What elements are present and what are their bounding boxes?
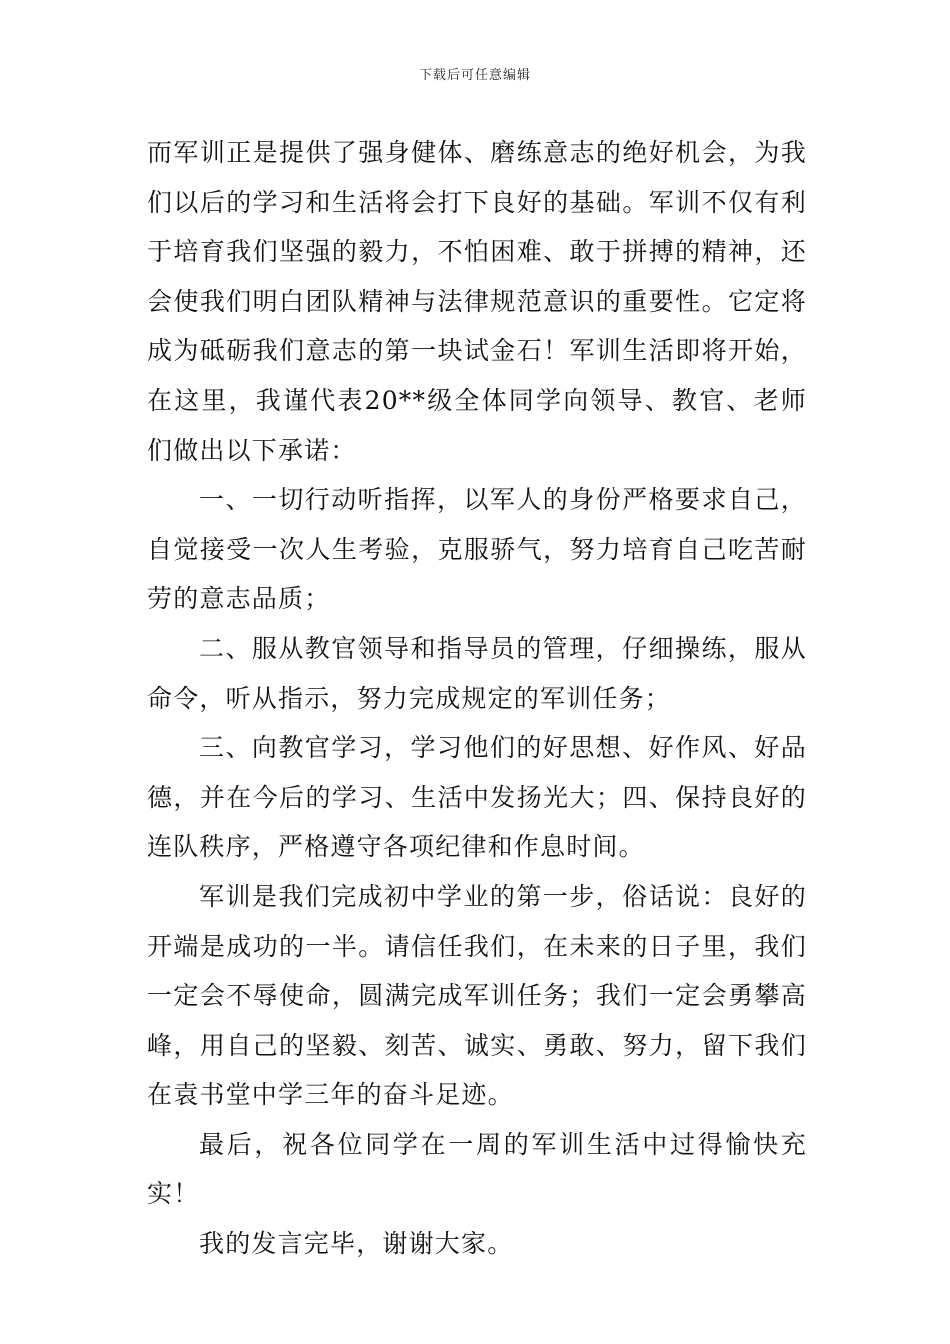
paragraph-wishes: 最后，祝各位同学在一周的军训生活中过得愉快充实！: [147, 1129, 807, 1209]
paragraph-first-step: 军训是我们完成初中学业的第一步，俗话说：良好的开端是成功的一半。请信任我们，在未来的日子里，我们一定会不辱使命，圆满完成军训任务；我们一定会勇攀高峰，用自己的坚毅、刻苦、诚实、勇敢、努力，留下我们在袁书堂中学三年的奋斗足迹。: [147, 881, 807, 1110]
page-header-note: 下载后可任意编辑: [418, 68, 531, 83]
paragraph-pledge-2: 二、服从教官领导和指导员的管理，仔细操练，服从命令，听从指示，努力完成规定的军训任务；: [147, 633, 807, 713]
paragraph-opening: 而军训正是提供了强身健体、磨练意志的绝好机会，为我们以后的学习和生活将会打下良好的基础。军训不仅有利于培育我们坚强的毅力，不怕困难、敢于拼搏的精神，还会使我们明白团队精神与法律规范意识的重要性。它定将成为砥砺我们意志的第一块试金石！军训生活即将开始，在这里，我谨代表20**级全体同学向领导、教官、老师们做出以下承诺：: [147, 138, 807, 465]
paragraph-pledge-1: 一、一切行动听指挥，以军人的身份严格要求自己，自觉接受一次人生考验，克服骄气，努力培育自己吃苦耐劳的意志品质；: [147, 485, 807, 614]
paragraph-pledge-3-4: 三、向教官学习，学习他们的好思想、好作风、好品德，并在今后的学习、生活中发扬光大；四、保持良好的连队秩序，严格遵守各项纪律和作息时间。: [147, 733, 807, 862]
document-body: [147, 128, 807, 1269]
paragraph-closing: 我的发言完毕，谢谢大家。: [199, 1229, 514, 1259]
